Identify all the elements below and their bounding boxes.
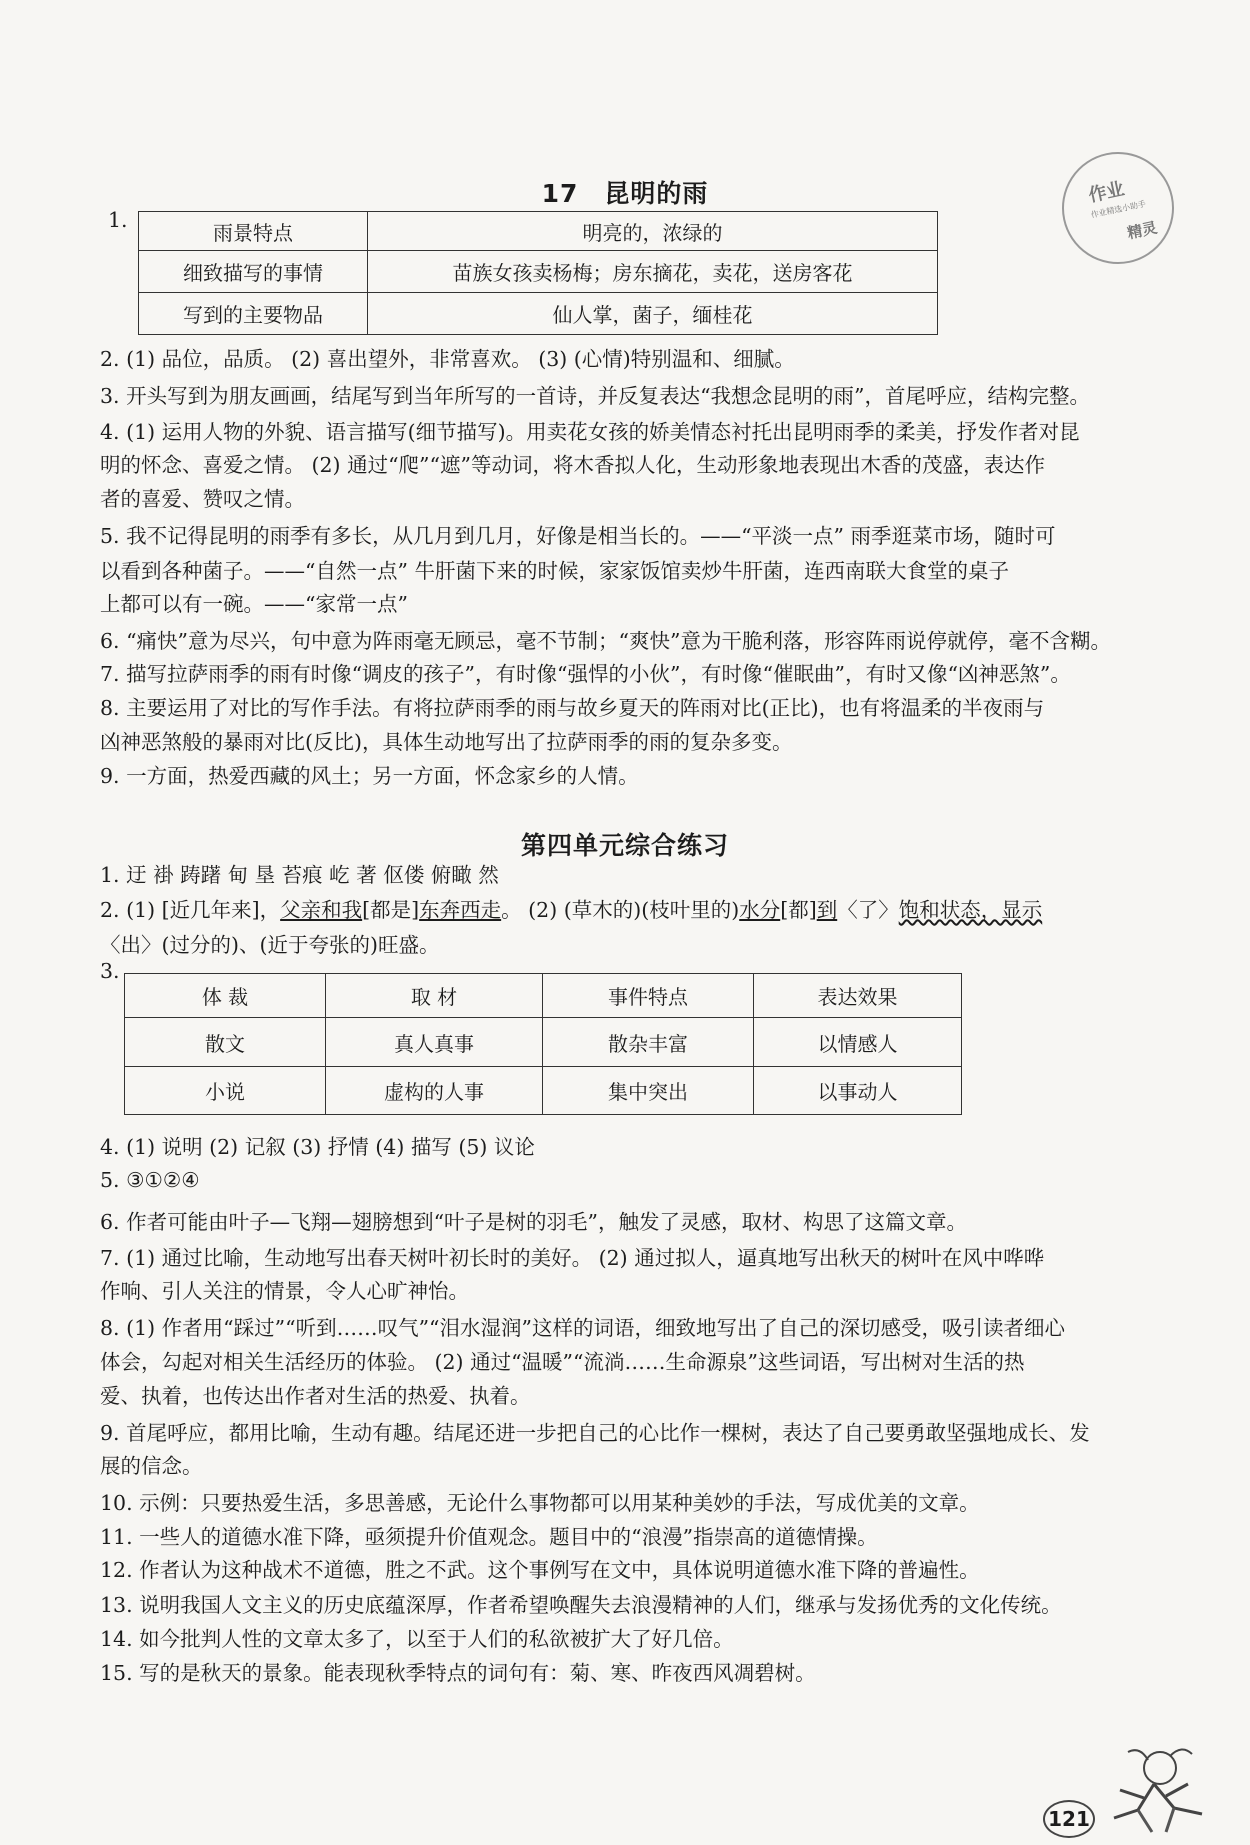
answer-line: 体会，勾起对相关生活经历的体验。 (2) 通过“温暖”“流淌……生命源泉”这些词语，写出树对生活的热 xyxy=(100,1350,1025,1374)
answer-line: 以看到各种菌子。——“自然一点” 牛肝菌下来的时候，家家饭馆卖炒牛肝菌，连西南联大食堂的桌子 xyxy=(100,559,1009,583)
table-cell: 小说 xyxy=(125,1067,326,1115)
answer-line: 作响、引人关注的情景，令人心旷神怡。 xyxy=(100,1279,469,1303)
table-header: 事件特点 xyxy=(543,974,754,1018)
table-cell: 散文 xyxy=(125,1018,326,1067)
answer-line: 凶神恶煞般的暴雨对比(反比)，具体生动地写出了拉萨雨季的雨的复杂多变。 xyxy=(100,730,793,754)
page-number: 121 xyxy=(1043,1800,1095,1838)
table-header: 体 裁 xyxy=(125,974,326,1018)
section17-table xyxy=(138,211,938,335)
answer-line: 5. ③①②④ xyxy=(100,1168,200,1192)
underlined-text: 水分 xyxy=(739,898,781,922)
stamp-bottom-text: 精灵 xyxy=(1125,218,1159,243)
answer-line: 8. (1) 作者用“踩过”“听到……叹气”“泪水湿润”这样的词语，细致地写出了自己的深切感受，吸引读者细心 xyxy=(100,1316,1066,1340)
table-cell: 真人真事 xyxy=(326,1018,543,1067)
table-cell: 以情感人 xyxy=(754,1018,962,1067)
answer-line: 爱、执着，也传达出作者对生活的热爱、执着。 xyxy=(100,1384,531,1408)
answer-line: 13. 说明我国人文主义的历史底蕴深厚，作者希望唤醒失去浪漫精神的人们，继承与发扬优秀的文化传统。 xyxy=(100,1593,1062,1617)
q3-label: 3. xyxy=(100,959,120,983)
answer-line: 11. 一些人的道德水准下降，亟须提升价值观念。题目中的“浪漫”指崇高的道德情操。 xyxy=(100,1525,878,1549)
table-cell: 虚构的人事 xyxy=(326,1067,543,1115)
q2-line-1 xyxy=(100,895,1140,925)
table-header: 取 材 xyxy=(326,974,543,1018)
answer-line: 7. (1) 通过比喻，生动地写出春天树叶初长时的美好。 (2) 通过拟人，逼真地写出秋天的树叶在风中哗哗 xyxy=(100,1246,1045,1270)
answer-line: 3. 开头写到为朋友画画，结尾写到当年所写的一首诗，并反复表达“我想念昆明的雨”，首尾呼应，结构完整。 xyxy=(100,384,1091,408)
answer-line: 者的喜爱、赞叹之情。 xyxy=(100,487,305,511)
table-cell: 细致描写的事情 xyxy=(139,251,368,293)
underlined-text: 父亲和我 xyxy=(280,898,363,922)
answer-line: 12. 作者认为这种战术不道德，胜之不武。这个事例写在文中，具体说明道德水准下降的普遍性。 xyxy=(100,1558,980,1582)
table-cell: 苗族女孩卖杨梅；房东摘花，卖花，送房客花 xyxy=(368,251,938,293)
table-cell: 明亮的，浓绿的 xyxy=(368,212,938,251)
table-cell: 集中突出 xyxy=(543,1067,754,1115)
answer-line: 4. (1) 运用人物的外貌、语言描写(细节描写)。用卖花女孩的娇美情态衬托出昆明雨季的柔美，抒发作者对昆 xyxy=(100,420,1080,444)
answer-line: 8. 主要运用了对比的写作手法。有将拉萨雨季的雨与故乡夏天的阵雨对比(正比)，也有将温柔的半夜雨与 xyxy=(100,696,1045,720)
answer-line: 1. 迂 褂 踌躇 甸 垦 苔痕 屹 著 伛偻 俯瞰 然 xyxy=(100,863,499,887)
answer-line: 14. 如今批判人性的文章太多了，以至于人们的私欲被扩大了好几倍。 xyxy=(100,1627,734,1651)
answer-line: 明的怀念、喜爱之情。 (2) 通过“爬”“遮”等动词，将木香拟人化，生动形象地表现出木香的茂盛，表达作 xyxy=(100,453,1045,477)
underlined-text: 东奔西走 xyxy=(419,898,502,922)
text-span: [都] xyxy=(780,898,817,922)
text-span: 〈了〉 xyxy=(837,898,899,922)
underlined-text: 到 xyxy=(816,898,838,922)
answer-line: 上都可以有一碗。——“家常一点” xyxy=(100,592,408,616)
genre-table xyxy=(124,973,962,1115)
answer-line: 〈出〉(过分的)、(近于夸张的)旺盛。 xyxy=(100,933,440,957)
q1-label: 1. xyxy=(108,208,128,232)
answer-line: 10. 示例：只要热爱生活，多思善感，无论什么事物都可以用某种美妙的手法，写成优美的文章。 xyxy=(100,1491,980,1515)
answer-line: 9. 首尾呼应，都用比喻，生动有趣。结尾还进一步把自己的心比作一棵树，表达了自己要勇敢坚强地成长、发 xyxy=(100,1421,1090,1445)
text-span: 。 (2) (草木的)(枝叶里的) xyxy=(501,898,740,922)
table-cell: 以事动人 xyxy=(754,1067,962,1115)
table-header: 表达效果 xyxy=(754,974,962,1018)
answer-line: 6. “痛快”意为尽兴，句中意为阵雨毫无顾忌，毫不节制；“爽快”意为干脆利落，形容阵雨说停就停，毫不含糊。 xyxy=(100,629,1111,653)
mascot-illustration xyxy=(1070,1740,1220,1840)
answer-line: 9. 一方面，热爱西藏的风土；另一方面，怀念家乡的人情。 xyxy=(100,764,639,788)
answer-line: 7. 描写拉萨雨季的雨有时像“调皮的孩子”，有时像“强悍的小伙”，有时像“催眠曲”，有时又像“凶神恶煞”。 xyxy=(100,662,1071,686)
answer-line: 2. (1) 品位，品质。 (2) 喜出望外，非常喜欢。 (3) (心情)特别温和、细腻。 xyxy=(100,347,795,371)
text-span: 2. (1) [近几年来]， xyxy=(100,898,281,922)
table-cell: 写到的主要物品 xyxy=(139,293,368,335)
table-cell: 雨景特点 xyxy=(139,212,368,251)
text-span: [都是] xyxy=(362,898,420,922)
answer-line: 展的信念。 xyxy=(100,1454,203,1478)
table-cell: 仙人掌，菌子，缅桂花 xyxy=(368,293,938,335)
stamp-middle-text: 作业精选小助手 xyxy=(1089,199,1147,220)
unit-4-title: 第四单元综合练习 xyxy=(520,831,729,860)
answer-line: 5. 我不记得昆明的雨季有多长，从几月到几月，好像是相当长的。——“平淡一点” 雨季逛菜市场，随时可 xyxy=(100,524,1056,548)
answer-line: 15. 写的是秋天的景象。能表现秋季特点的词句有：菊、寒、昨夜西风凋碧树。 xyxy=(100,1661,816,1685)
answer-line: 4. (1) 说明 (2) 记叙 (3) 抒情 (4) 描写 (5) 议论 xyxy=(100,1135,535,1159)
stamp-top-text: 作业 xyxy=(1086,178,1127,207)
answer-line: 6. 作者可能由叶子—飞翔—翅膀想到“叶子是树的羽毛”，触发了灵感，取材、构思了这篇文章。 xyxy=(100,1210,968,1234)
table-cell: 散杂丰富 xyxy=(543,1018,754,1067)
section-17-title: 17 昆明的雨 xyxy=(541,179,709,208)
wavy-underlined-text: 饱和状态，显示 xyxy=(898,898,1043,922)
